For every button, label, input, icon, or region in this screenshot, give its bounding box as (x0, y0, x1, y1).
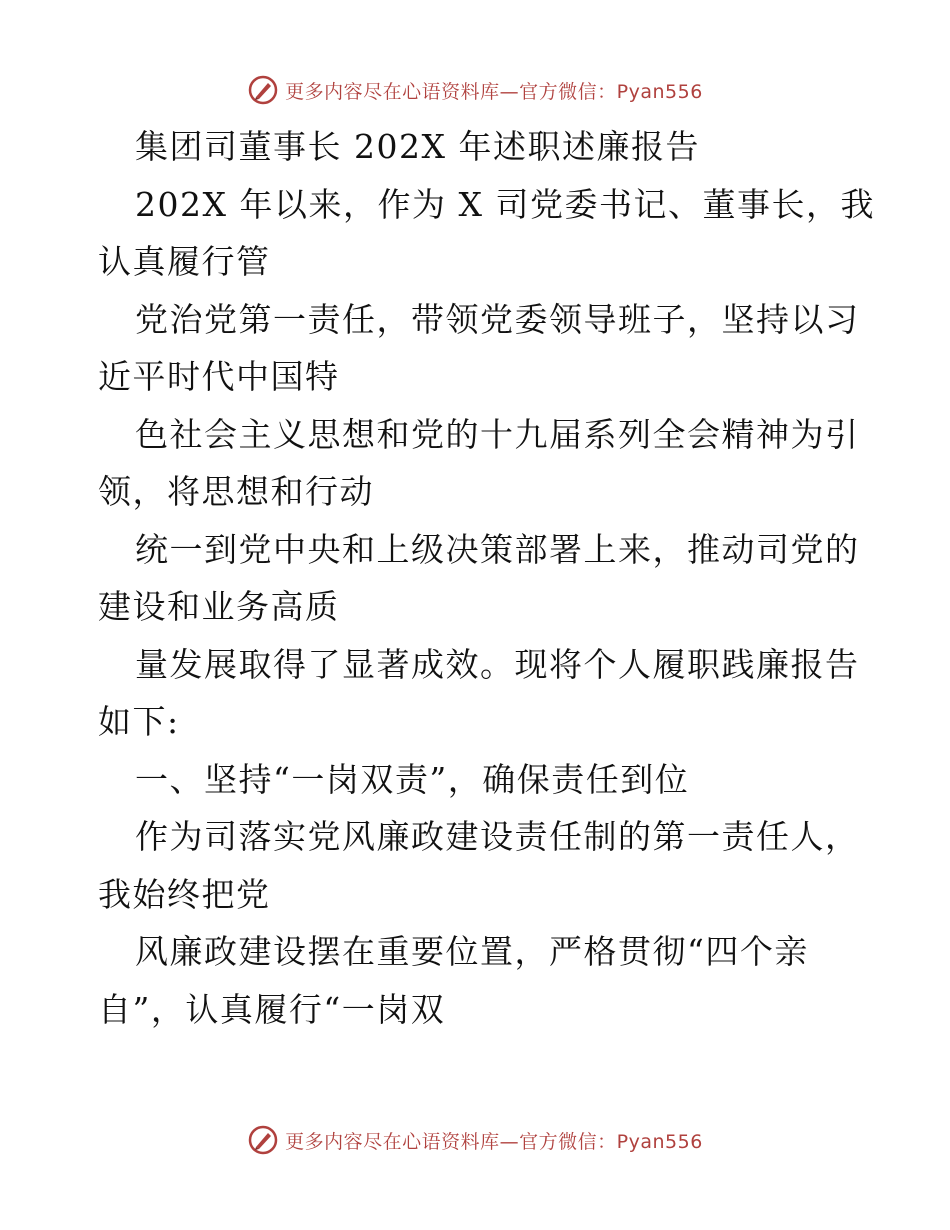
footer-watermark (0, 1120, 950, 1160)
text-line: 202X 年以来，作为 X 司党委书记、董事长，我 (135, 184, 875, 224)
header-watermark (0, 70, 950, 110)
pen-logo-icon (247, 1124, 279, 1156)
text-line: 色社会主义思想和党的十九届系列全会精神为引 (135, 414, 860, 454)
text-line: 风廉政建设摆在重要位置，严格贯彻“四个亲 (135, 932, 809, 971)
text-line: 领，将思想和行动 (98, 472, 374, 511)
watermark-text: 更多内容尽在心语资料库—官方微信：Pyan556 (285, 1130, 703, 1153)
text-line: 如下: (98, 702, 180, 741)
text-line: 一、坚持“一岗双责”，确保责任到位 (135, 759, 690, 799)
text-line: 我始终把党 (98, 874, 271, 914)
text-line: 认真履行管 (98, 242, 271, 281)
text-line: 作为司落实党风廉政建设责任制的第一责任人， (135, 817, 860, 856)
text-line: 党治党第一责任，带领党委领导班子，坚持以习 (135, 299, 860, 339)
text-line: 统一到党中央和上级决策部署上来，推动司党的 (135, 529, 860, 569)
text-line: 建设和业务高质 (98, 587, 340, 626)
text-line: 量发展取得了显著成效。现将个人履职践廉报告 (135, 644, 860, 684)
text-line: 自”，认真履行“一岗双 (98, 989, 446, 1029)
pen-logo-icon (247, 74, 279, 106)
watermark-text: 更多内容尽在心语资料库—官方微信：Pyan556 (285, 80, 703, 103)
text-line: 近平时代中国特 (98, 357, 340, 396)
document-body (98, 118, 875, 1038)
text-line: 集团司董事长 202X 年述职述廉报告 (135, 127, 700, 166)
